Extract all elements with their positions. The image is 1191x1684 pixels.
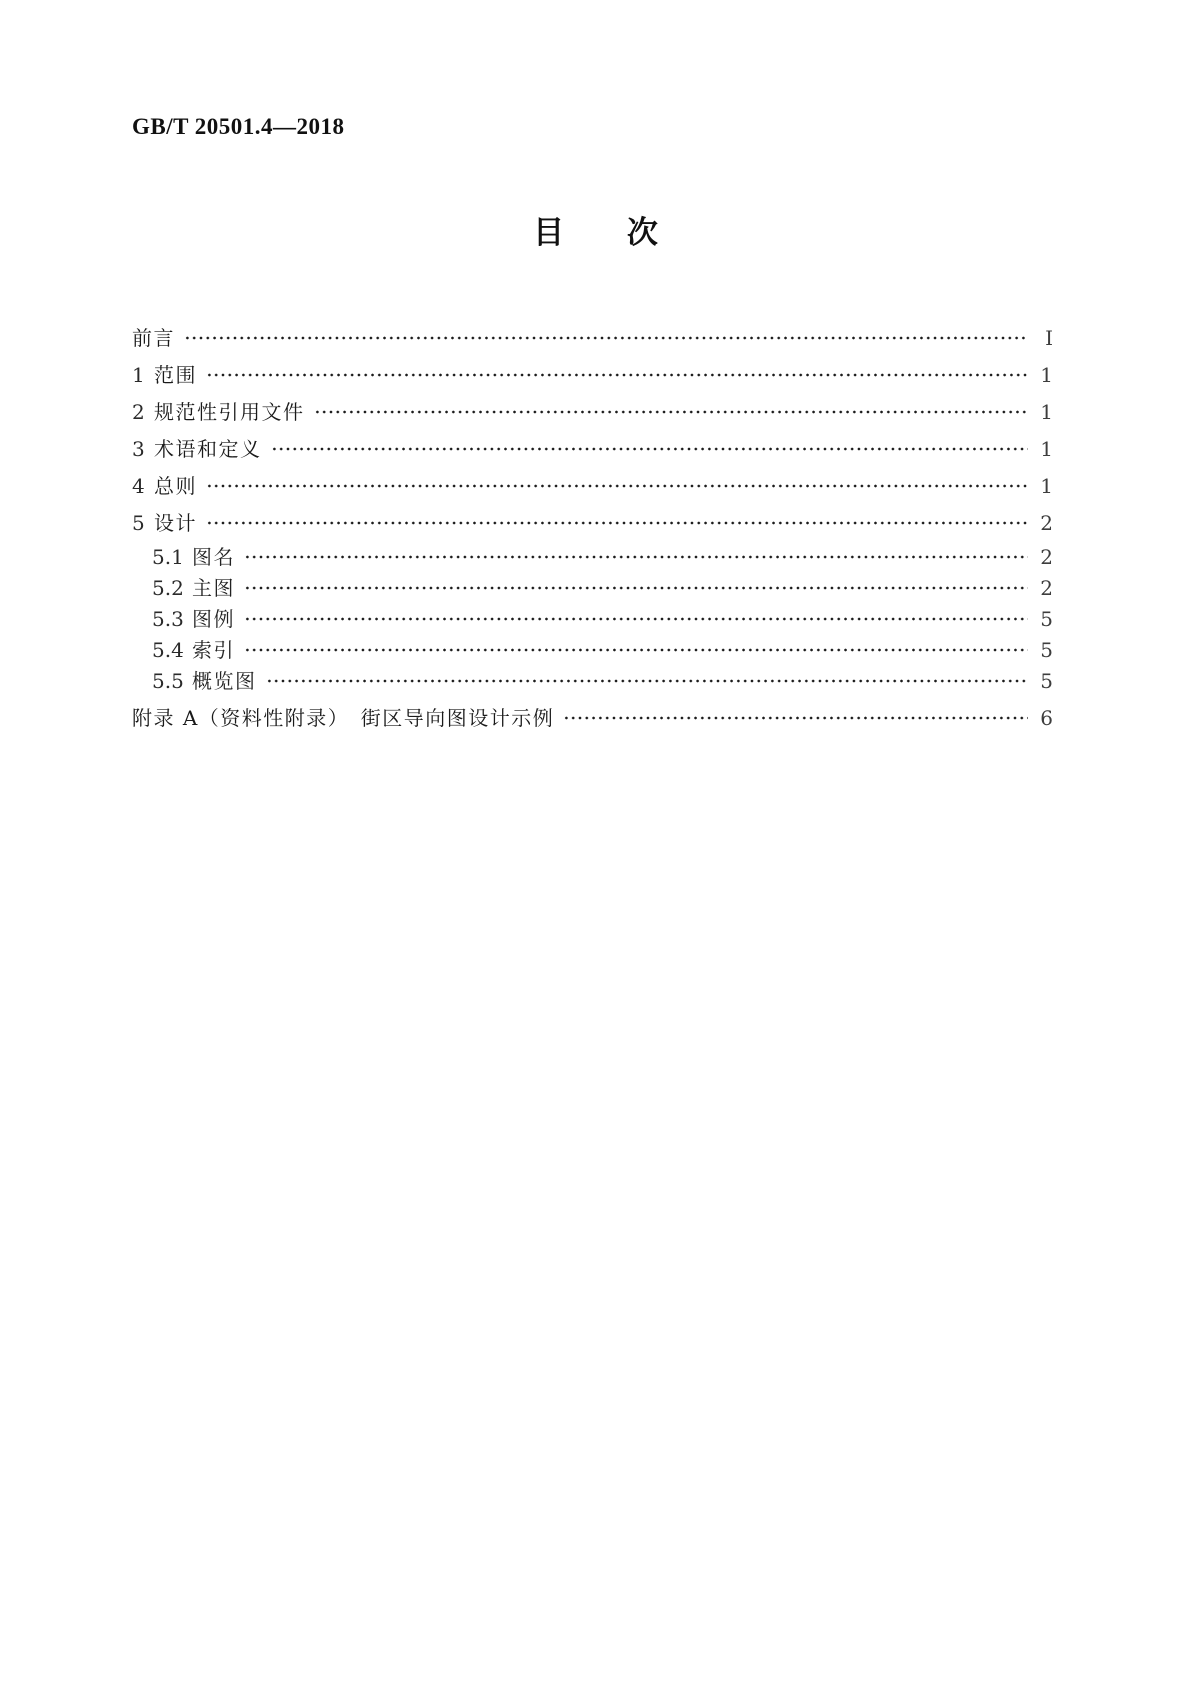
- toc-title: 目 次: [533, 215, 658, 251]
- dot-leader: [271, 430, 1029, 467]
- dot-leader: [244, 572, 1028, 603]
- entry-label: 图例: [192, 606, 235, 631]
- toc-entry-5-3-legend: [132, 603, 1053, 634]
- entry-label: 附录 A（资料性附录） 街区导向图设计示例: [132, 705, 555, 730]
- dot-leader: [266, 665, 1029, 696]
- entry-page-number: 1: [1040, 362, 1053, 387]
- entry-page-number: Ⅰ: [1045, 325, 1053, 350]
- entry-number: 5.3: [152, 606, 184, 631]
- entry-number: 3: [132, 436, 145, 461]
- entry-number: 5.2: [152, 575, 184, 600]
- entry-number: 5: [132, 510, 145, 535]
- entry-number: 4: [132, 473, 145, 498]
- entry-page-number: 6: [1040, 705, 1053, 730]
- toc-entry-5-5-overview-map: [132, 665, 1053, 696]
- toc-entry-1-scope: [132, 356, 1053, 393]
- entry-label: 前言: [132, 325, 175, 350]
- toc-entry-2-normative-references: [132, 393, 1053, 430]
- dot-leader: [244, 541, 1028, 572]
- dot-leader: [206, 504, 1028, 541]
- entry-number: 5.5: [152, 668, 184, 693]
- entry-page-number: 5: [1040, 637, 1053, 662]
- entry-page-number: 5: [1040, 606, 1053, 631]
- entry-page-number: 1: [1040, 436, 1053, 461]
- entry-label: 主图: [192, 575, 235, 600]
- entry-page-number: 2: [1040, 510, 1053, 535]
- entry-number: 5.1: [152, 544, 184, 569]
- entry-label: 设计: [154, 510, 197, 535]
- dot-leader: [563, 699, 1028, 736]
- dot-leader: [314, 393, 1029, 430]
- entry-number: 1: [132, 362, 145, 387]
- dot-leader: [206, 356, 1028, 393]
- entry-label: 图名: [192, 544, 235, 569]
- entry-page-number: 1: [1040, 473, 1053, 498]
- dot-leader: [184, 319, 1028, 356]
- entry-number: 2: [132, 399, 145, 424]
- toc-entry-foreword: [132, 319, 1053, 356]
- toc-entry-5-1-map-name: [132, 541, 1053, 572]
- entry-page-number: 2: [1040, 544, 1053, 569]
- entry-label: 规范性引用文件: [154, 399, 305, 424]
- entry-label: 概览图: [192, 668, 257, 693]
- entry-number: 5.4: [152, 637, 184, 662]
- dot-leader: [244, 634, 1028, 665]
- entry-label: 范围: [154, 362, 197, 387]
- entry-page-number: 2: [1040, 575, 1053, 600]
- entry-page-number: 1: [1040, 399, 1053, 424]
- entry-label: 索引: [192, 637, 235, 662]
- dot-leader: [244, 603, 1028, 634]
- toc-entry-5-4-index: [132, 634, 1053, 665]
- toc-entry-4-general: [132, 467, 1053, 504]
- entry-label: 总则: [154, 473, 197, 498]
- entry-page-number: 5: [1040, 668, 1053, 693]
- toc-list: [132, 319, 1053, 736]
- toc-entry-5-design: [132, 504, 1053, 541]
- toc-entry-3-terms-definitions: [132, 430, 1053, 467]
- toc-entry-5-2-main-map: [132, 572, 1053, 603]
- standard-number: GB/T 20501.4—2018: [132, 114, 345, 139]
- entry-label: 术语和定义: [154, 436, 262, 461]
- dot-leader: [206, 467, 1028, 504]
- toc-entry-appendix-a: [132, 699, 1053, 736]
